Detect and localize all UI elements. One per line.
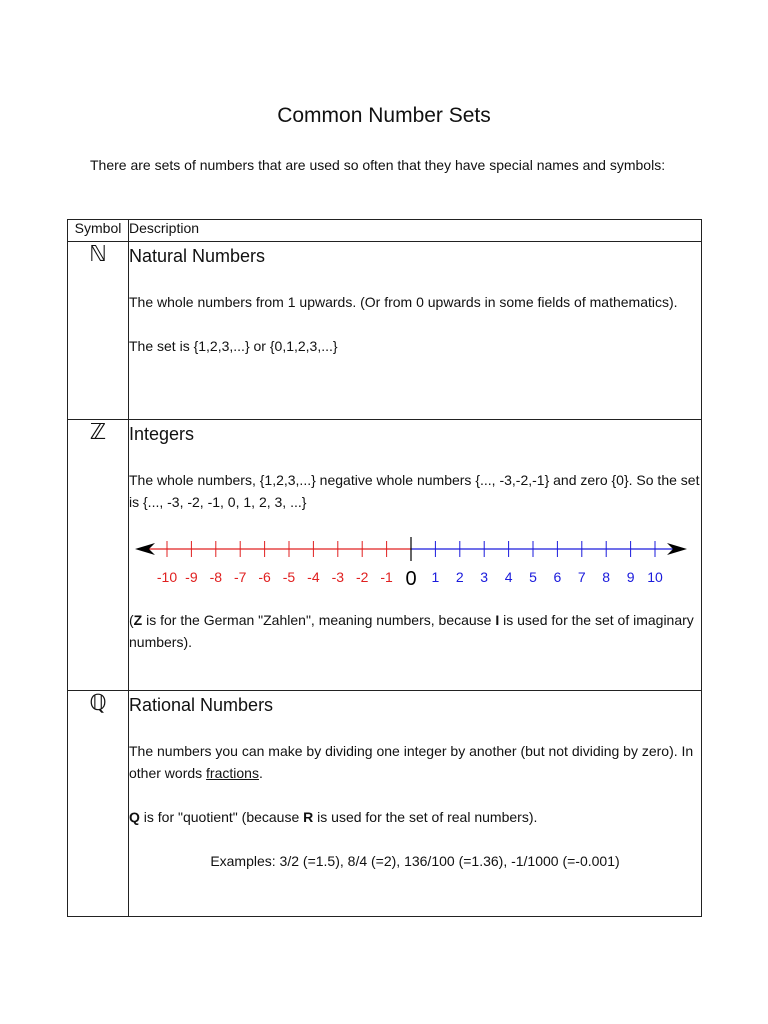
header-symbol: Symbol — [68, 220, 129, 242]
rational-p1 — [129, 740, 701, 784]
note-z: Z — [133, 612, 143, 628]
integer-number-line — [133, 535, 689, 591]
label-negative: -5 — [282, 569, 296, 585]
table-row-natural — [68, 242, 702, 420]
rational-examples: Examples: 3/2 (=1.5), 8/4 (=2), 136/100 (=1.36), -1/1000 (=-0.001) — [210, 853, 620, 869]
p2-end: is used for the set of real numbers). — [313, 809, 538, 825]
note-end: is used for the set of imaginary numbers). — [129, 612, 694, 650]
label-positive: 4 — [504, 569, 513, 585]
fractions-link[interactable]: fractions — [206, 765, 259, 781]
table-header-row — [68, 220, 702, 242]
integers-heading: Integers — [129, 424, 195, 444]
page-title: Common Number Sets — [277, 104, 491, 127]
integers-p1: The whole numbers, {1,2,3,...} negative whole numbers {..., -3,-2,-1} and zero {0}. So the set is {..., -3, -2, -1, 0, 1, 2, 3, ...} — [129, 472, 700, 510]
label-negative: -1 — [380, 569, 393, 585]
table-row-integers — [68, 420, 702, 691]
note-i: I — [495, 612, 500, 628]
label-zero: 0 — [405, 568, 417, 590]
note-open: ( — [129, 612, 134, 628]
rational-heading: Rational Numbers — [129, 695, 274, 715]
rational-description — [129, 691, 702, 917]
label-positive: 3 — [480, 569, 489, 585]
label-negative: -10 — [156, 569, 178, 585]
rational-p1-after: . — [258, 765, 263, 781]
rational-p1-before: The numbers you can make by dividing one integer by another (but not dividing by zero). In other words — [129, 743, 694, 781]
integers-note — [129, 609, 701, 653]
integers-description — [129, 420, 702, 691]
label-negative: -2 — [355, 569, 369, 585]
table-row-rational — [68, 691, 702, 917]
rational-symbol: ℚ — [68, 691, 129, 917]
p2-mid: is for "quotient" (because — [139, 809, 304, 825]
integers-symbol: ℤ — [68, 420, 129, 691]
label-positive: 10 — [647, 569, 663, 585]
natural-heading: Natural Numbers — [129, 246, 266, 266]
label-positive: 1 — [431, 569, 440, 585]
label-positive: 2 — [455, 569, 464, 585]
label-negative: -9 — [185, 569, 198, 585]
label-negative: -3 — [331, 569, 345, 585]
label-negative: -8 — [209, 569, 223, 585]
label-positive: 6 — [553, 569, 562, 585]
number-sets-table — [67, 219, 702, 917]
rational-p2 — [129, 806, 701, 828]
label-negative: -7 — [233, 569, 247, 585]
intro-text: There are sets of numbers that are used so often that they have special names and symbols: — [90, 157, 666, 173]
label-positive: 9 — [626, 569, 635, 585]
label-negative: -4 — [307, 569, 320, 585]
label-positive: 5 — [529, 569, 537, 585]
natural-symbol: ℕ — [68, 242, 129, 420]
label-positive: 8 — [602, 569, 611, 585]
p2-q: Q — [129, 809, 140, 825]
p2-r: R — [303, 809, 314, 825]
label-positive: 7 — [577, 569, 586, 585]
natural-p1: The whole numbers from 1 upwards. (Or from 0 upwards in some fields of mathematics). — [129, 294, 678, 310]
note-mid: is for the German "Zahlen", meaning numbers, because — [142, 612, 496, 628]
natural-description — [129, 242, 702, 420]
header-description: Description — [129, 220, 702, 242]
label-negative: -6 — [258, 569, 271, 585]
natural-p2: The set is {1,2,3,...} or {0,1,2,3,...} — [129, 338, 338, 354]
